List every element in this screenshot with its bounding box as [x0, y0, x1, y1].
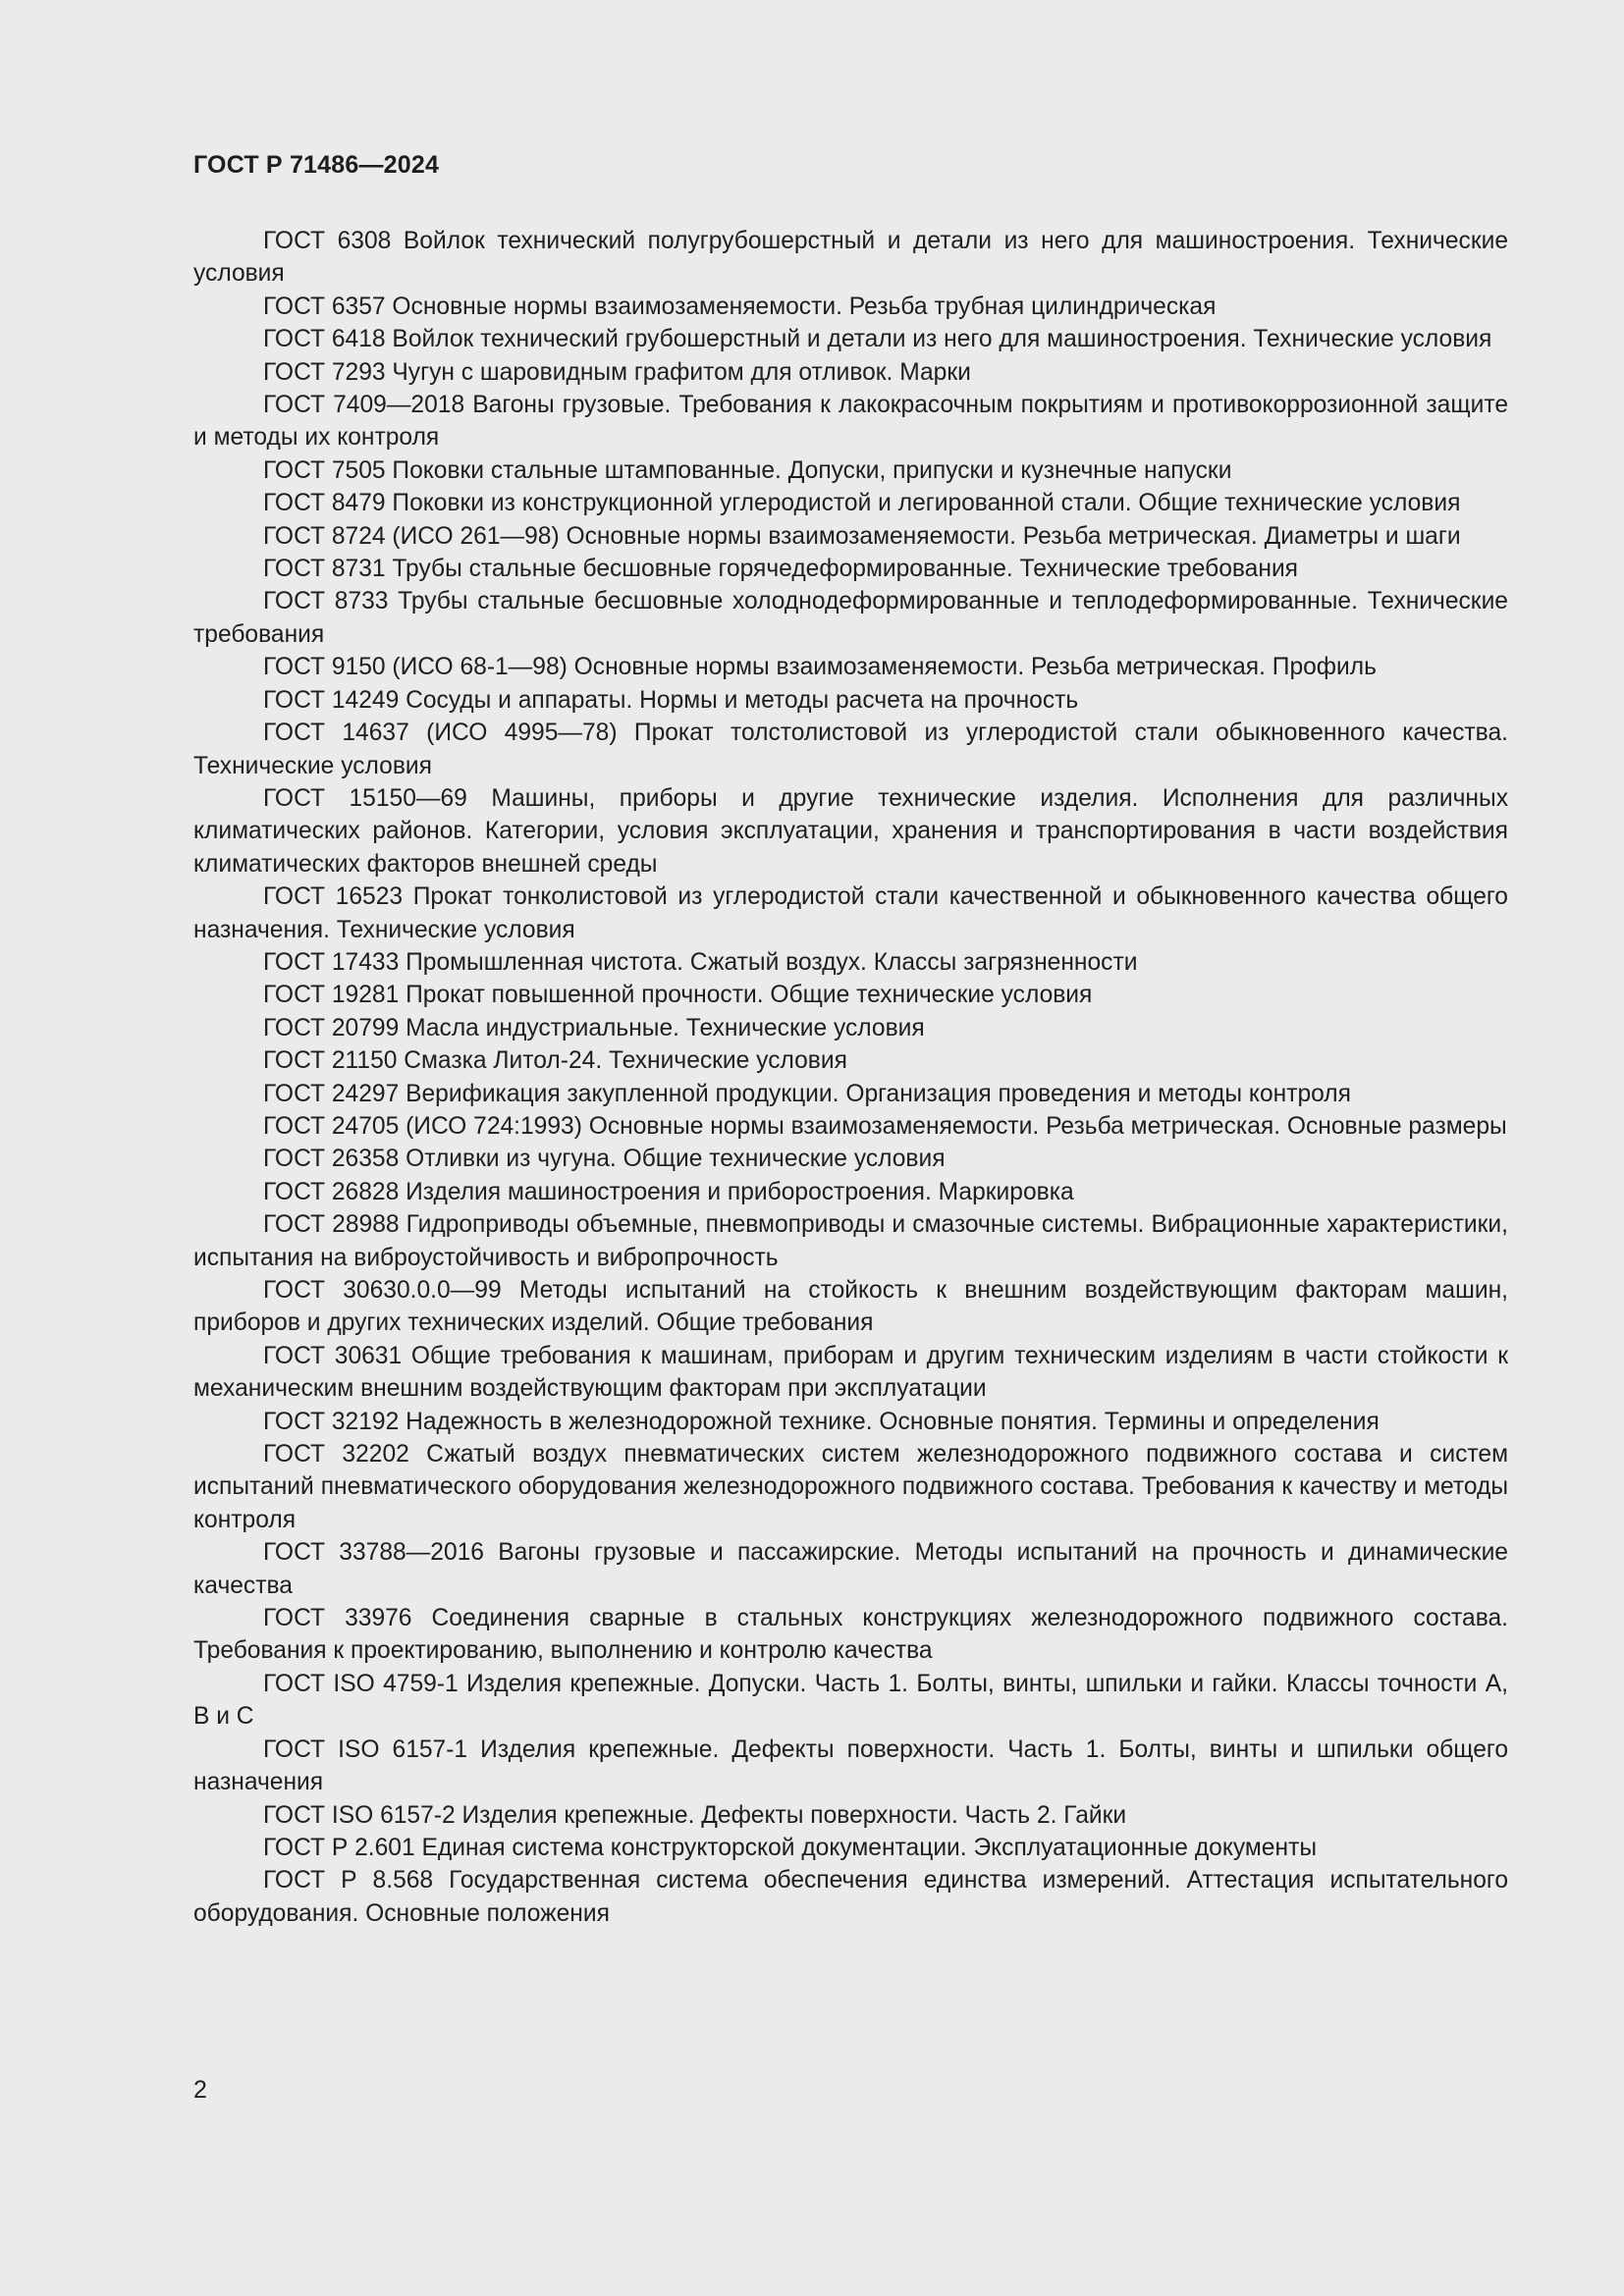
reference-item: ГОСТ 19281 Прокат повышенной прочности. Общие технические условия — [263, 982, 1093, 1009]
reference-item: ГОСТ 16523 Прокат тонколистовой из углеродистой стали качественной и обыкновенного качества общего назначения. Технические условия — [193, 883, 1508, 943]
reference-item: ГОСТ 8731 Трубы стальные бесшовные горячедеформированные. Технические требования — [263, 556, 1298, 583]
reference-item: ГОСТ Р 2.601 Единая система конструкторской документации. Эксплуатационные документы — [263, 1834, 1318, 1861]
reference-item: ГОСТ 15150—69 Машины, приборы и другие технические изделия. Исполнения для различных климатических районов. Категории, условия эксплуатации, хранения и транспортирования в части воздействия климатических факторов внешней среды — [193, 784, 1508, 878]
reference-item: ГОСТ 7293 Чугун с шаровидным графитом для отливок. Марки — [263, 358, 971, 386]
reference-item: ГОСТ 8724 (ИСО 261—98) Основные нормы взаимозаменяемости. Резьба метрическая. Диаметры и шаги — [263, 522, 1461, 550]
reference-item: ГОСТ 8479 Поковки из конструкционной углеродистой и легированной стали. Общие технические условия — [263, 490, 1461, 517]
reference-item: ГОСТ 30631 Общие требования к машинам, приборам и другим техническим изделиям в части стойкости к механическим внешним воздействующим факторам при эксплуатации — [193, 1342, 1508, 1403]
reference-item: ГОСТ 14637 (ИСО 4995—78) Прокат толстолистовой из углеродистой стали обыкновенного качества. Технические условия — [193, 720, 1508, 779]
reference-item: ГОСТ ISO 6157-1 Изделия крепежные. Дефекты поверхности. Часть 1. Болты, винты и шпильки общего назначения — [193, 1735, 1508, 1796]
reference-item: ГОСТ 6418 Войлок технический грубошерстный и детали из него для машиностроения. Технические условия — [263, 326, 1492, 353]
reference-item: ГОСТ Р 8.568 Государственная система обеспечения единства измерений. Аттестация испытательного оборудования. Основные положения — [193, 1867, 1508, 1927]
reference-item: ГОСТ 7409—2018 Вагоны грузовые. Требования к лакокрасочным покрытиям и противокоррозионной защите и методы их контроля — [193, 392, 1508, 452]
reference-item: ГОСТ 6357 Основные нормы взаимозаменяемости. Резьба трубная цилиндрическая — [263, 293, 1217, 320]
reference-item: ГОСТ 33788—2016 Вагоны грузовые и пассажирские. Методы испытаний на прочность и динамические качества — [193, 1539, 1508, 1599]
reference-item: ГОСТ 6308 Войлок технический полугрубошерстный и детали из него для машиностроения. Технические условия — [193, 228, 1508, 288]
reference-item: ГОСТ 24297 Верификация закупленной продукции. Организация проведения и методы контроля — [263, 1080, 1351, 1107]
reference-item: ГОСТ 26828 Изделия машиностроения и приборостроения. Маркировка — [263, 1178, 1074, 1205]
reference-item: ГОСТ 17433 Промышленная чистота. Сжатый воздух. Классы загрязненности — [263, 948, 1138, 976]
reference-item: ГОСТ 14249 Сосуды и аппараты. Нормы и методы расчета на прочность — [263, 686, 1079, 714]
reference-item: ГОСТ 28988 Гидроприводы объемные, пневмоприводы и смазочные системы. Вибрационные характеристики, испытания на виброустойчивость и вибропрочность — [193, 1211, 1508, 1271]
reference-item: ГОСТ 9150 (ИСО 68-1—98) Основные нормы взаимозаменяемости. Резьба метрическая. Профиль — [263, 654, 1377, 681]
reference-item: ГОСТ ISO 4759-1 Изделия крепежные. Допуски. Часть 1. Болты, винты, шпильки и гайки. Классы точности А, В и С — [193, 1670, 1508, 1731]
reference-item: ГОСТ 30630.0.0—99 Методы испытаний на стойкость к внешним воздействующим факторам машин, приборов и других технических изделий. Общие требования — [193, 1277, 1508, 1337]
document-title: ГОСТ Р 71486—2024 — [193, 151, 440, 179]
reference-item: ГОСТ 8733 Трубы стальные бесшовные холоднодеформированные и теплодеформированные. Технические требования — [193, 588, 1508, 648]
reference-item: ГОСТ 32202 Сжатый воздух пневматических систем железнодорожного подвижного состава и систем испытаний пневматического оборудования железнодорожного подвижного состава. Требования к качеству и методы контроля — [193, 1441, 1508, 1533]
reference-item: ГОСТ 24705 (ИСО 724:1993) Основные нормы взаимозаменяемости. Резьба метрическая. Основные размеры — [263, 1112, 1507, 1140]
reference-item: ГОСТ 21150 Смазка Литол-24. Технические условия — [263, 1047, 847, 1075]
reference-item: ГОСТ 26358 Отливки из чугуна. Общие технические условия — [263, 1146, 946, 1173]
document-header — [193, 147, 439, 183]
reference-item: ГОСТ 32192 Надежность в железнодорожной технике. Основные понятия. Термины и определения — [263, 1408, 1380, 1435]
reference-item: ГОСТ 33976 Соединения сварные в стальных конструкциях железнодорожного подвижного состава. Требования к проектированию, выполнению и контролю качества — [193, 1605, 1508, 1665]
reference-item: ГОСТ 7505 Поковки стальные штампованные. Допуски, припуски и кузнечные напуски — [263, 456, 1232, 484]
normative-references-list — [193, 225, 1508, 1930]
page-number: 2 — [193, 2076, 207, 2104]
reference-item: ГОСТ 20799 Масла индустриальные. Технические условия — [263, 1014, 925, 1041]
reference-item: ГОСТ ISO 6157-2 Изделия крепежные. Дефекты поверхности. Часть 2. Гайки — [263, 1801, 1127, 1829]
